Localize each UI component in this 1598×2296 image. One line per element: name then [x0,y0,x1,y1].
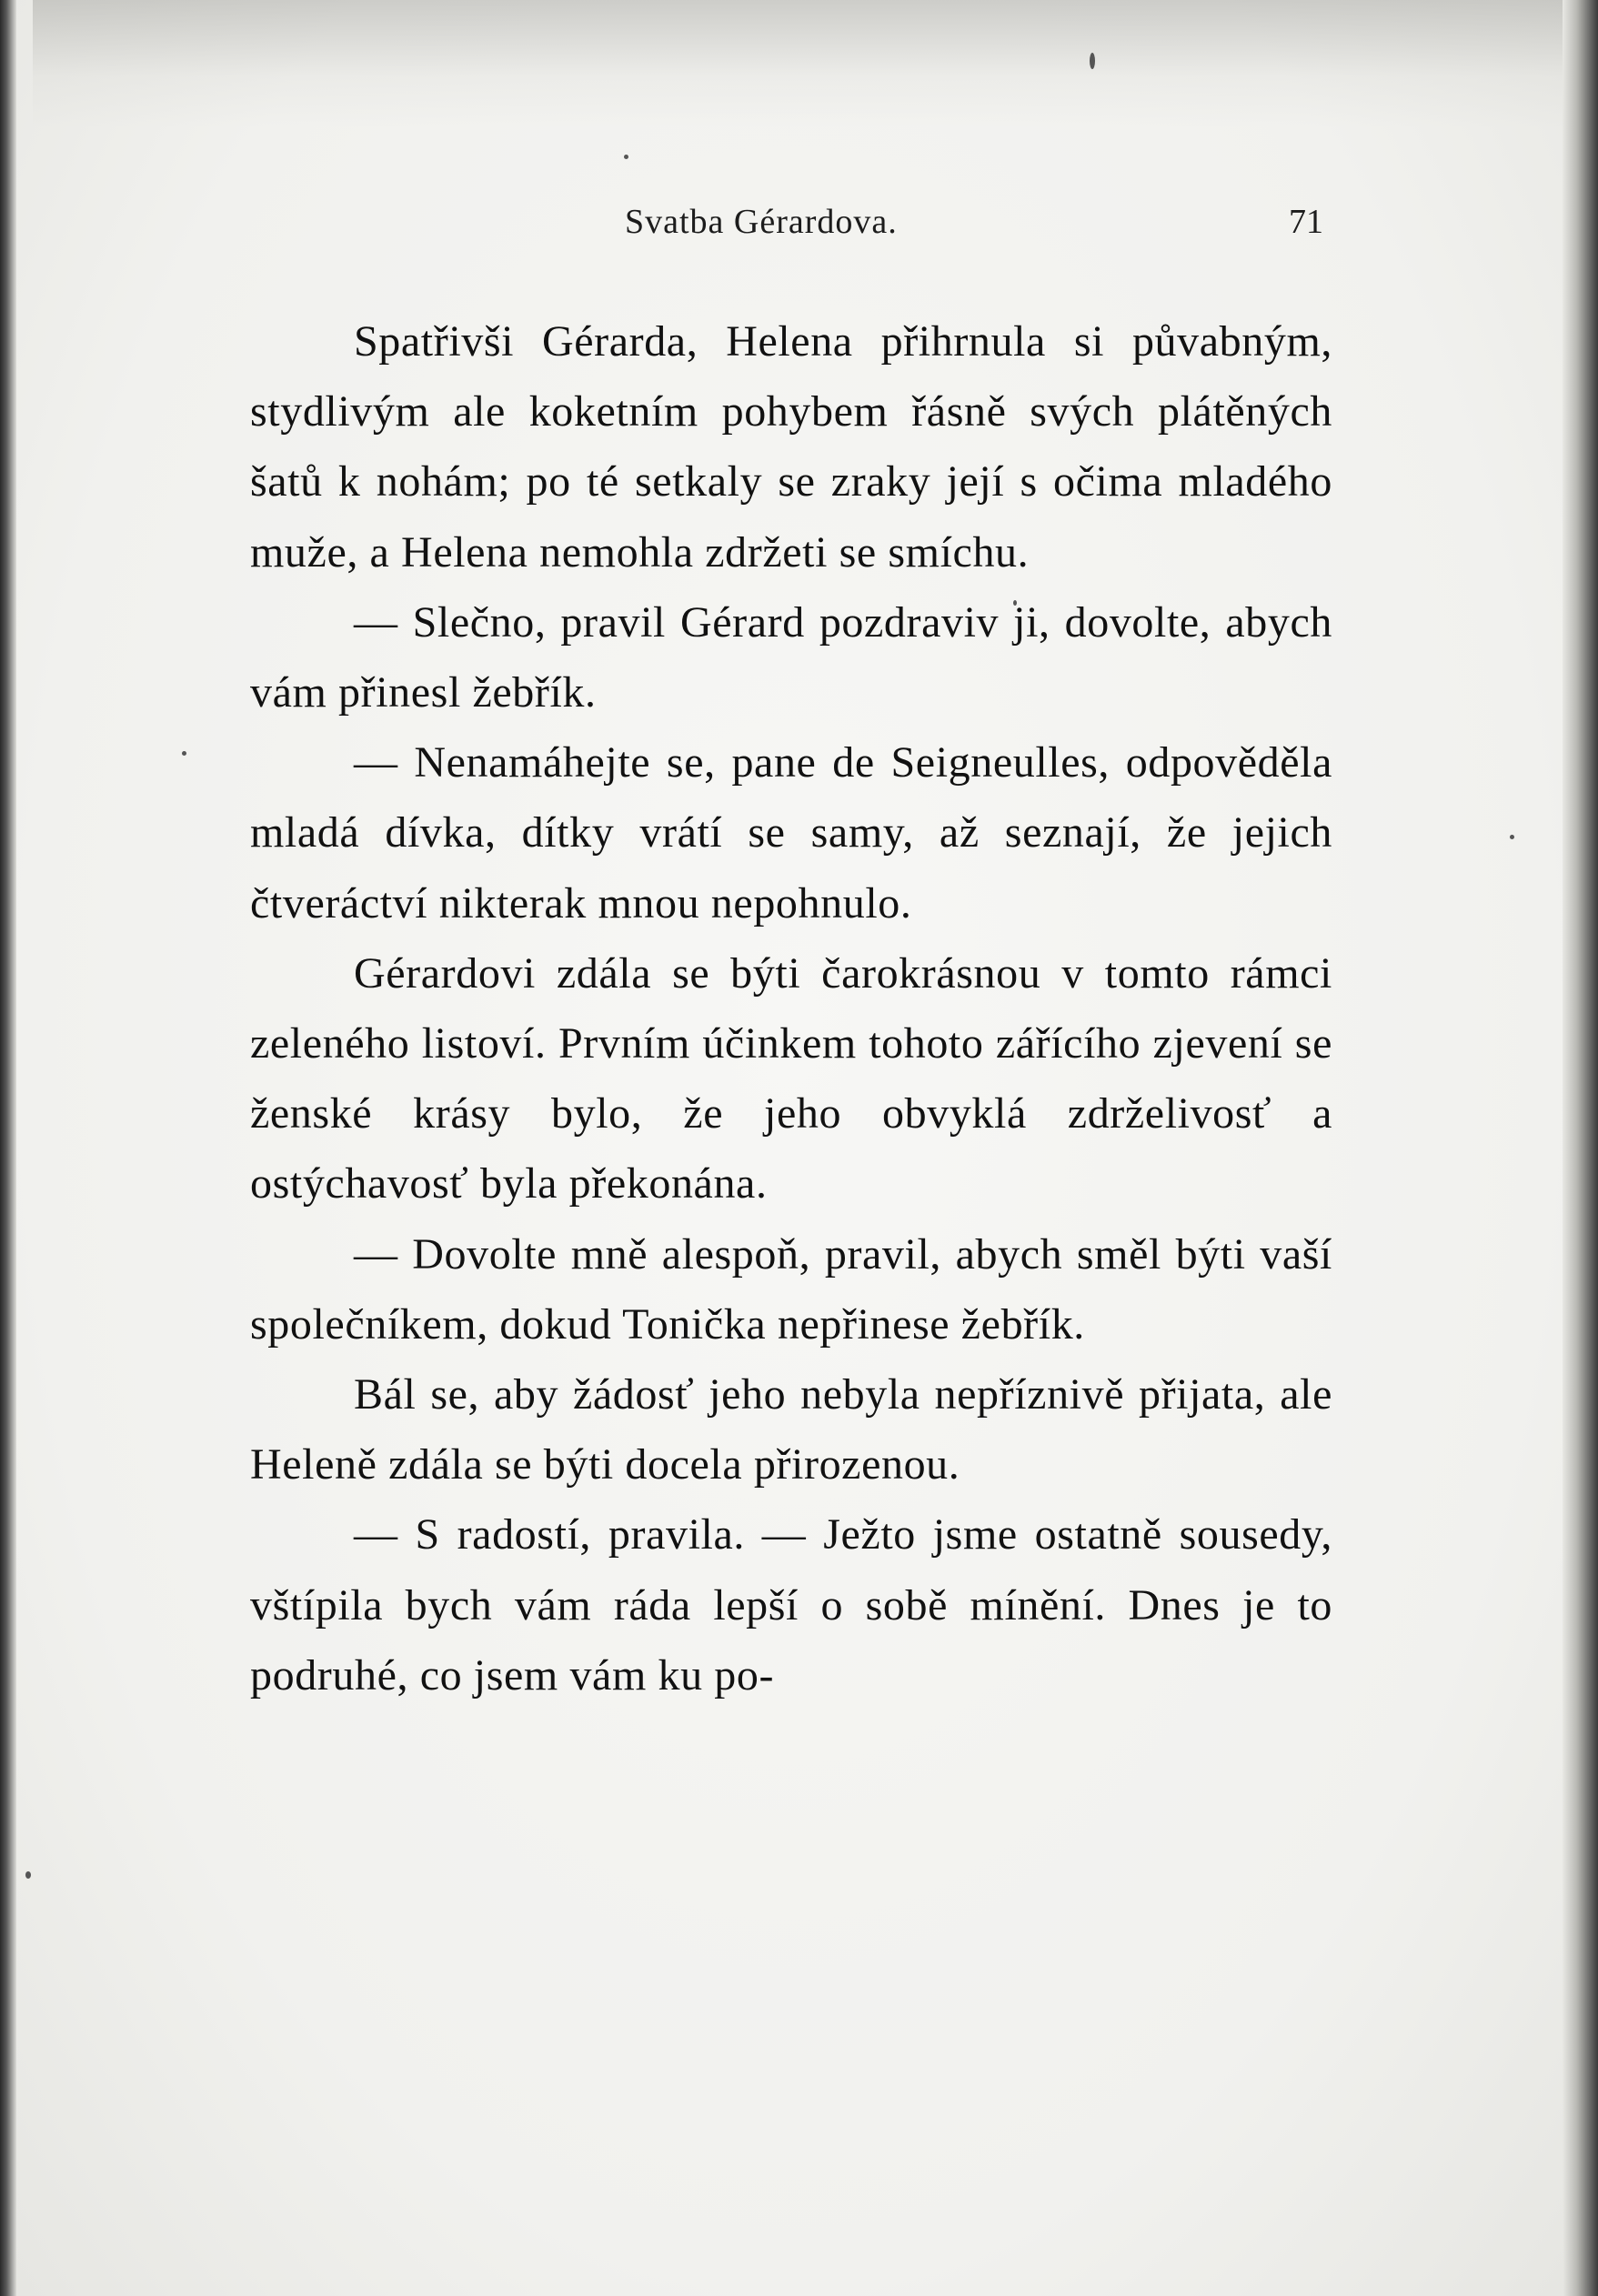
running-header [250,202,1323,247]
paragraph: — Slečno, pravil Gérard pozdraviv ji, dovolte, abych vám přinesl žebřík. [250,597,1332,717]
scan-right-edge [1563,0,1598,2296]
ink-speck [1510,835,1514,839]
ink-speck [1090,53,1095,69]
ink-speck [182,751,186,756]
body-text [250,306,1332,1710]
scan-left-edge [0,0,16,2296]
paragraph: Spatřivši Gérarda, Helena přihrnula si půvabným, stydlivým ale koketním pohybem řásně svých plátěných šatů k nohám; po té setkaly se zraky její s očima mladého muže, a Helena nemohla zdržeti se smíchu. [250,317,1332,577]
ink-speck [624,155,628,159]
page-number: 71 [1289,203,1323,241]
paragraph: — Dovolte mně alespoň, pravil, abych směl býti vaší společníkem, dokud Tonička nepřinese žebřík. [250,1229,1332,1349]
page-top-shadow [33,0,1579,127]
paragraph: — S radostí, pravila. — Ježto jsme ostatně sousedy, vštípila bych vám ráda lepší o sobě mínění. Dnes je to podruhé, co jsem vám ku po- [250,1510,1332,1699]
running-title: Svatba Gérardova. [625,203,898,241]
paragraph: Bál se, aby žádosť jeho nebyla nepříznivě přijata, ale Heleně zdála se býti docela přirozenou. [250,1370,1332,1489]
ink-speck [25,1871,31,1879]
paragraph: — Nenamáhejte se, pane de Seigneulles, odpověděla mladá dívka, dítky vrátí se samy, až seznají, že jejich čtveráctví nikterak mnou nepohnulo. [250,738,1332,927]
paragraph: Gérardovi zdála se býti čarokrásnou v tomto rámci zeleného listoví. Prvním účinkem tohoto zářícího zjevení se ženské krásy bylo, že jeho obvyklá zdrželivosť a ostýchavosť byla překonána. [250,948,1332,1208]
